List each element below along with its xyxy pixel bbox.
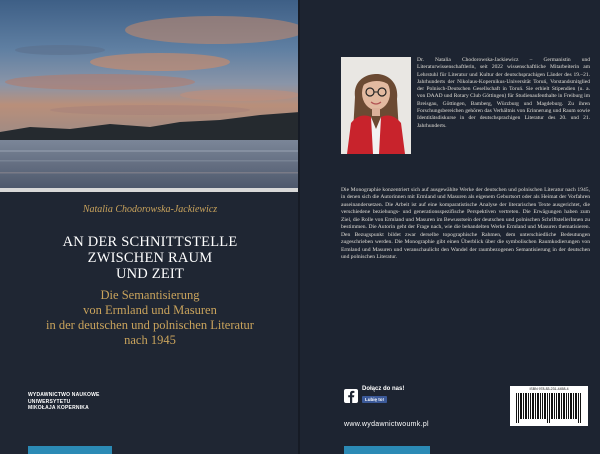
book-subtitle bbox=[10, 288, 290, 348]
publisher-name bbox=[28, 392, 100, 412]
subtitle-line: in der deutschen und polnischen Literatur bbox=[46, 318, 254, 332]
publisher-website[interactable]: www.wydawnictwoumk.pl bbox=[344, 421, 429, 428]
title-line: AN DER SCHNITTSTELLE bbox=[62, 234, 238, 250]
subtitle-line: von Ermland und Masuren bbox=[83, 303, 217, 317]
isbn-number: ISBN 978-83-231-4458-4 bbox=[529, 387, 569, 391]
publisher-line: WYDAWNICTWO NAUKOWE bbox=[28, 392, 100, 398]
facebook-join-text: Dołącz do nas! bbox=[362, 386, 405, 392]
author-name: Natalia Chodorowska-Jackiewicz bbox=[82, 204, 218, 215]
back-accent-bar bbox=[344, 446, 430, 454]
subtitle-line: Die Semantisierung bbox=[100, 288, 200, 302]
book-title bbox=[10, 234, 290, 282]
facebook-icon[interactable] bbox=[344, 389, 358, 403]
author-portrait bbox=[341, 57, 411, 154]
front-accent-bar bbox=[28, 446, 112, 454]
subtitle-line: nach 1945 bbox=[124, 333, 176, 347]
book-description: Die Monographie konzentriert sich auf ausgewählte Werke der deutschen und polnischen Literatur nach 1945, in denen sich die Autorinnen mit Ermland und Masuren als eigenem Geburtsort oder als Heimat der Vorfahren auseinandersetzen. Die Arbeit ist auf eine komparatistische Analyse der literarischen Texte ausgerichtet, die verschiedene beziehungs- und generationsspezifische Perspektiven vertreten. Die Erwägungen haben zum Ziel, die Rolle von Ermland und Masuren im Bewusstsein der deutschen und polnischen SchriftstellerInnen zu bestimmen. Die Autorin geht der Frage nach, wie die behandelten Werke Ermland und Masuren thematisieren. Den Bezugspunkt bildet zwar derselbe topographische Rahmen, dem unterschiedliche Bedeutungen zugeschrieben werden. Die Monographie gibt einen Überblick über die symbolischen Raumkodierungen von Ermland und Masuren und veranschaulicht den Wandel der raumbezogenen Semantisierung in der deutschen und polnischen Literatur. bbox=[341, 187, 590, 261]
cover-photo-lake-sunset bbox=[0, 0, 300, 192]
author-bio: Dr. Natalia Chodorowska-Jackiewicz – Germanistin und Literaturwissenschaftlerin, seit 2022 wissenschaftliche Mitarbeiterin am Lehrstuhl für Literatur und Kultur der deutschsprachigen Länder des 19.–21. Jahrhunderts der Nikolaus-Kopernikus-Universität Toruń, Vorstandsmitglied der Polnisch-Deutschen Gesellschaft in Toruń. Sie erhielt Stipendien (u. a. von DAAD und Rotary Club Göttingen) für Studienaufenthalte in Freiburg im Breisgau, Göttingen, Bamberg, Würzburg und Magdeburg. Zu ihren Forschungsbereichen gehören das Verhältnis von Erinnerung und Raum sowie Identitätsdiskurse in der deutschsprachigen Literatur des 20. und 21. Jahrhunderts. bbox=[417, 57, 590, 129]
title-line: ZWISCHEN RAUM bbox=[87, 250, 213, 266]
isbn-barcode bbox=[510, 386, 588, 426]
title-line: UND ZEIT bbox=[115, 266, 185, 282]
facebook-like-button[interactable]: Lubię to! bbox=[362, 396, 387, 403]
publisher-line: MIKOŁAJA KOPERNIKA bbox=[28, 405, 89, 411]
barcode-bars bbox=[514, 393, 584, 423]
publisher-line: UNIWERSYTETU bbox=[28, 398, 71, 405]
